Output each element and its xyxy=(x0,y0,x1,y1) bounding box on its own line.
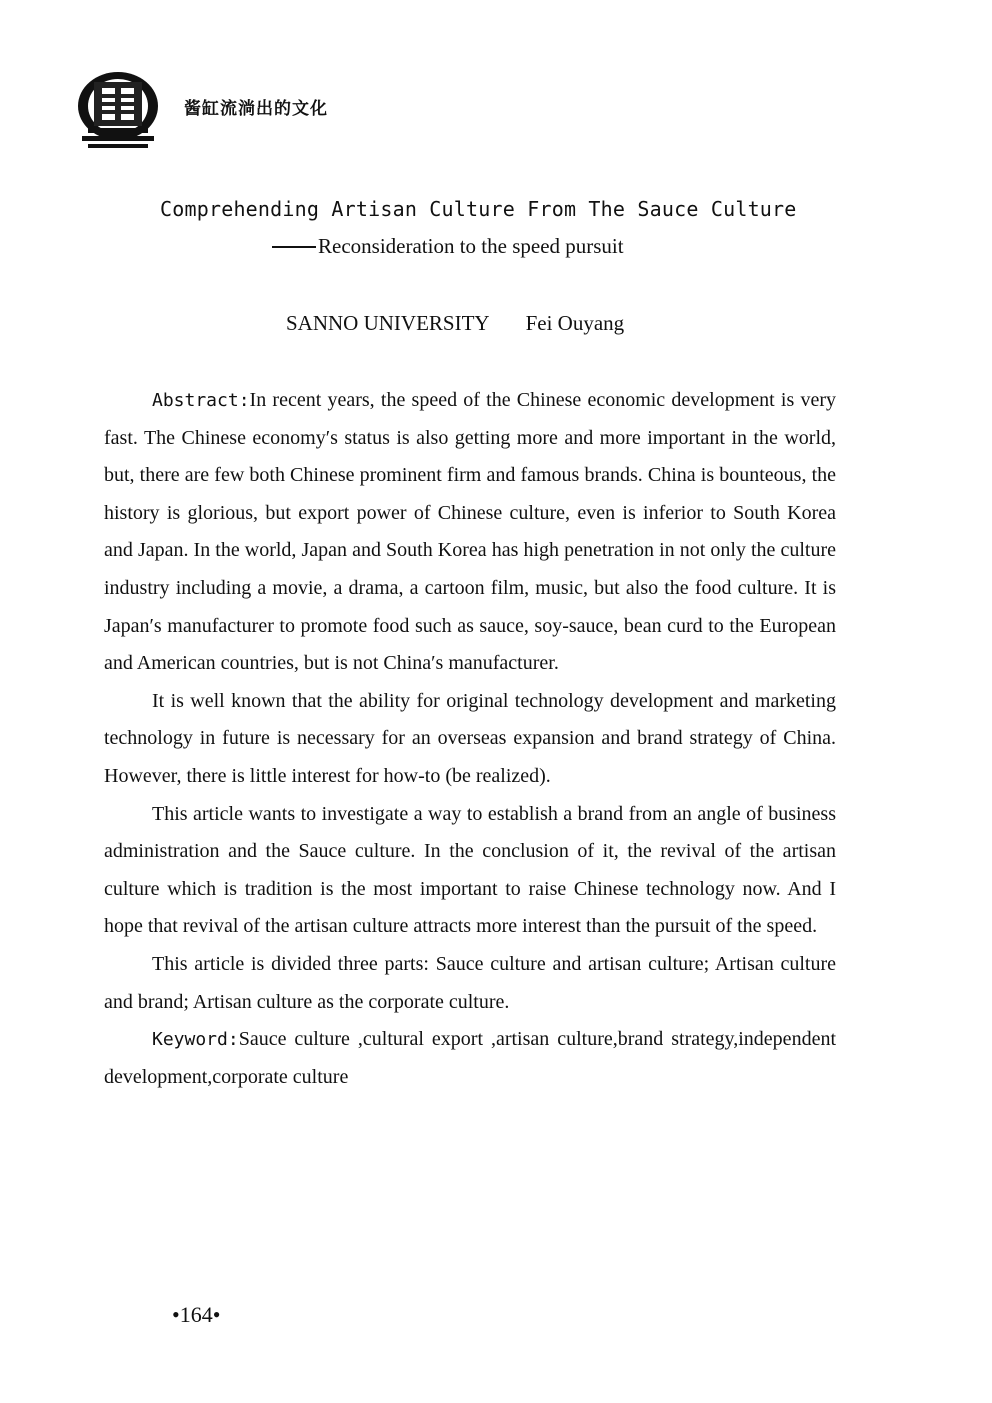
article-body xyxy=(104,382,836,1096)
keyword-paragraph xyxy=(104,1021,836,1096)
subtitle-text: Reconsideration to the speed pursuit xyxy=(318,234,624,258)
affiliation: SANNO UNIVERSITY xyxy=(286,311,490,335)
body-paragraph: This article is divided three parts: Sauce culture and artisan culture; Artisan culture and brand; Artisan culture as the corporate culture. xyxy=(104,952,836,1013)
running-header xyxy=(72,66,472,156)
subtitle-dash xyxy=(272,246,316,248)
running-title: 酱缸流淌出的文化 xyxy=(184,99,328,119)
journal-logo-icon xyxy=(72,66,164,154)
byline xyxy=(286,311,624,336)
abstract-paragraph xyxy=(104,382,836,683)
abstract-label: Abstract: xyxy=(152,390,250,411)
body-paragraph: This article wants to investigate a way to establish a brand from an angle of business administration and the Sauce culture. In the conclusion of it, the revival of the artisan culture which is tradition is the most important to raise Chinese technology now. And I hope that revival of the artisan culture attracts more interest than the pursuit of the speed. xyxy=(104,802,836,938)
body-paragraph: It is well known that the ability for original technology development and marketing technology in future is necessary for an overseas expansion and brand strategy of China. However, there is little interest for how-to (be realized). xyxy=(104,689,836,787)
keyword-text: Sauce culture ,cultural export ,artisan culture,brand strategy,independent development,corporate culture xyxy=(104,1028,836,1088)
abstract-text: In recent years, the speed of the Chinese economic development is very fast. The Chinese economy′s status is also getting more and more important in the world, but, there are few both Chinese prominent firm and famous brands. China is bounteous, the history is glorious, but export power of Chinese culture, even is inferior to South Korea and Japan. In the world, Japan and South Korea has high penetration in not only the culture industry including a movie, a drama, a cartoon film, music, but also the food culture. It is Japan′s manufacturer to promote food such as sauce, soy-sauce, bean curd to the European and American countries, but is not China′s manufacturer. xyxy=(104,389,836,675)
keyword-label: Keyword: xyxy=(152,1029,239,1051)
author-name: Fei Ouyang xyxy=(525,311,625,335)
article-title: Comprehending Artisan Culture From The Sauce Culture xyxy=(160,197,797,221)
page-number: •164• xyxy=(172,1302,221,1327)
article-subtitle xyxy=(272,234,624,259)
